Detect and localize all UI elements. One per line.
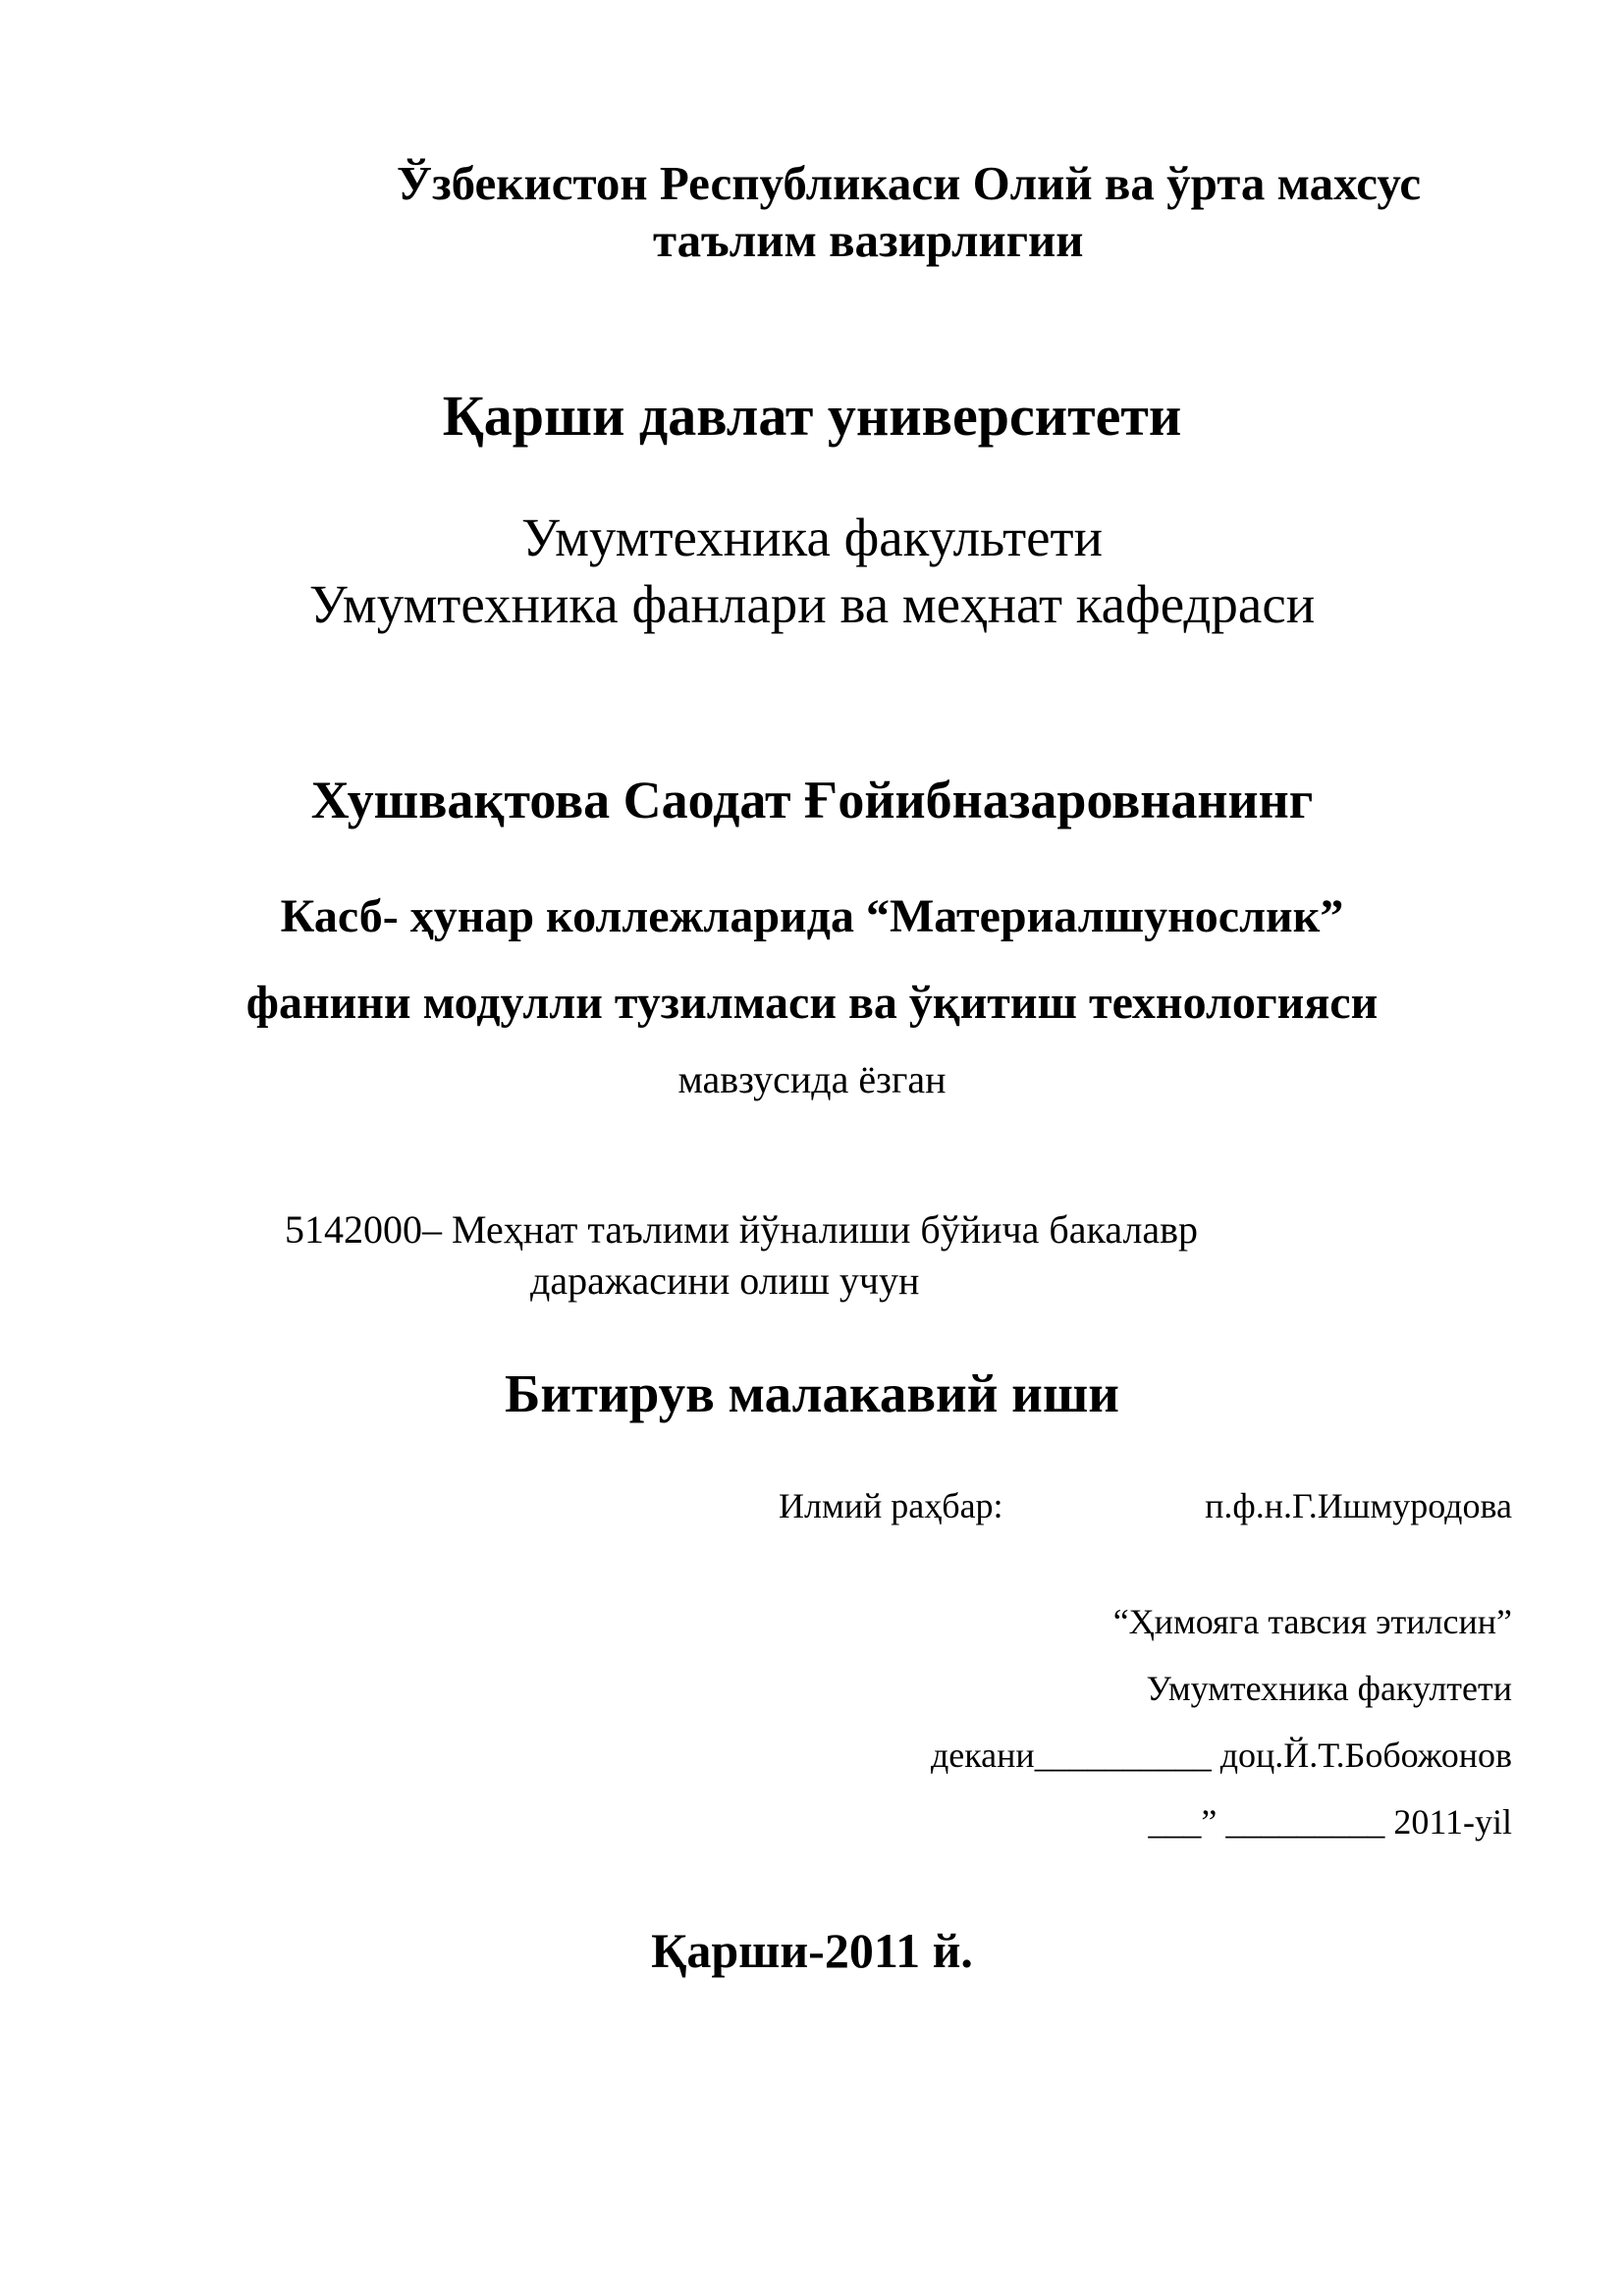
author-name: Хушвақтова Саодат Ғойибназаровнанинг bbox=[310, 771, 1314, 829]
ministry-line-2: таълим вазирлигии bbox=[653, 213, 1084, 267]
city-year: Қарши-2011 й. bbox=[651, 1923, 973, 1978]
faculty-name: Умумтехника факультети bbox=[520, 507, 1104, 567]
degree-line-1: 5142000– Меҳнат таълими йўналиши бўйича бакалавр bbox=[285, 1207, 1199, 1252]
ministry-line-1: Ўзбекистон Республикаси Олий ва ўрта махсус bbox=[397, 156, 1422, 210]
approval-faculty: Умумтехника факултети bbox=[1146, 1669, 1512, 1708]
work-type: Битирув малакавий иши bbox=[504, 1363, 1119, 1423]
approval-date-line: ___” _________ 2011-yil bbox=[1148, 1802, 1512, 1842]
university-name: Қарши давлат университети bbox=[442, 384, 1182, 448]
topic-line-1: Касб- ҳунар коллежларида “Материалшунослик” bbox=[280, 890, 1344, 942]
department-name: Умумтехника фанлари ва меҳнат кафедраси bbox=[308, 574, 1316, 634]
recommendation-line: “Ҳимояга тавсия этилсин” bbox=[1112, 1602, 1512, 1641]
topic-suffix: мавзусида ёзган bbox=[677, 1057, 947, 1101]
supervisor-label: Илмий раҳбар: bbox=[779, 1486, 1003, 1525]
topic-line-2: фанини модулли тузилмаси ва ўқитиш технологияси bbox=[245, 977, 1379, 1029]
supervisor-name: п.ф.н.Г.Ишмуродова bbox=[1205, 1486, 1512, 1525]
degree-line-2: даражасини олиш учун bbox=[530, 1258, 920, 1303]
dean-signature-line: декани__________ доц.Й.Т.Бобожонов bbox=[930, 1735, 1512, 1775]
